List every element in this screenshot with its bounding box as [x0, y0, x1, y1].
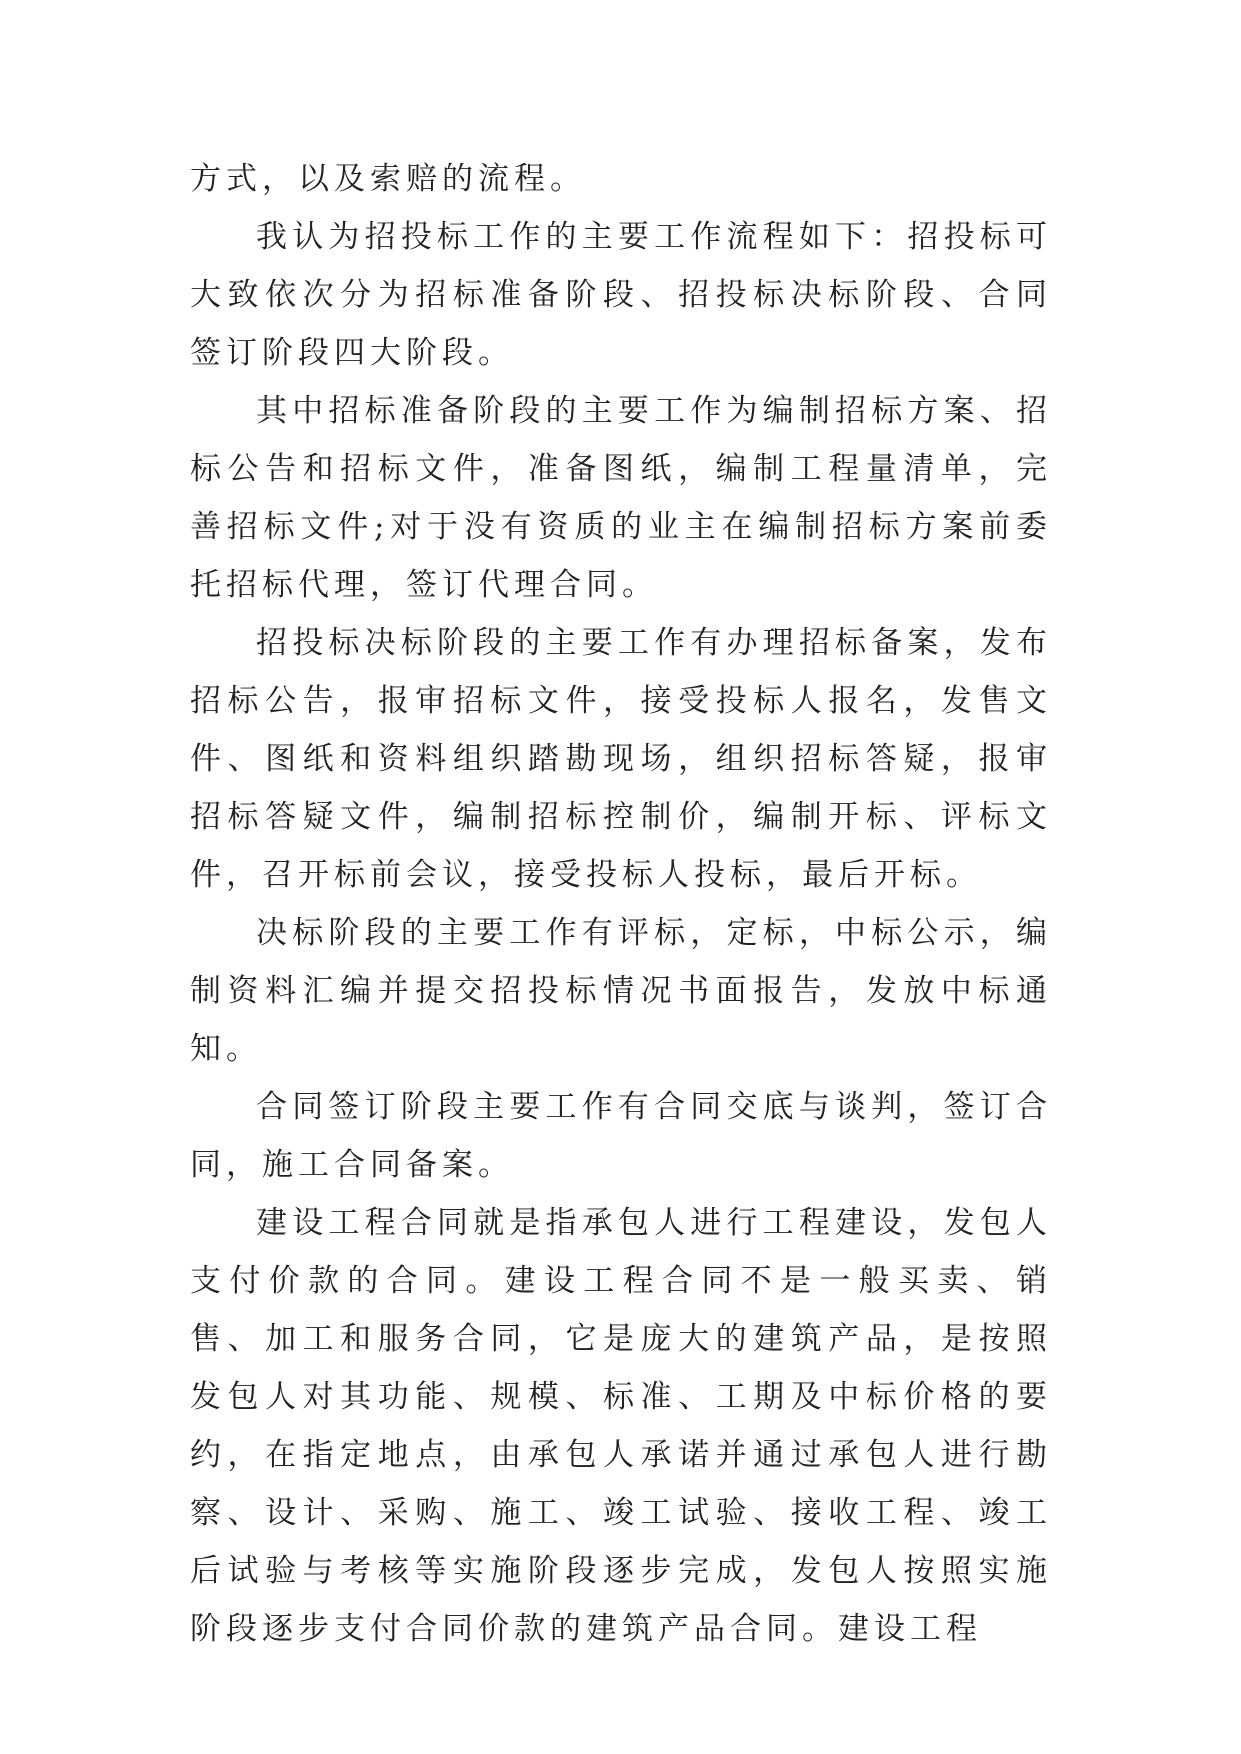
paragraph-contract-stage: 合同签订阶段主要工作有合同交底与谈判，签订合同，施工合同备案。: [190, 1089, 1052, 1183]
paragraph-bidding-stage: 招投标决标阶段的主要工作有办理招标备案，发布招标公告，报审招标文件，接受投标人报名，发售文件、图纸和资料组织踏勘现场，组织招标答疑，报审招标答疑文件，编制招标控制价，编制开标、评标文件，召开标前会议，接受投标人投标，最后开标。: [190, 625, 1052, 893]
paragraph-preparation-stage: 其中招标准备阶段的主要工作为编制招标方案、招标公告和招标文件，准备图纸，编制工程量清单，完善招标文件;对于没有资质的业主在编制招标方案前委托招标代理，签订代理合同。: [190, 393, 1052, 603]
paragraph-award-stage: 决标阶段的主要工作有评标，定标，中标公示，编制资料汇编并提交招投标情况书面报告，发放中标通知。: [190, 915, 1052, 1067]
document-body: [190, 150, 1052, 1658]
paragraph-workflow-overview: 我认为招投标工作的主要工作流程如下：招投标可大致依次分为招标准备阶段、招投标决标阶段、合同签订阶段四大阶段。: [190, 219, 1052, 371]
paragraph-construction-contract: 建设工程合同就是指承包人进行工程建设，发包人支付价款的合同。建设工程合同不是一般买卖、销售、加工和服务合同，它是庞大的建筑产品，是按照发包人对其功能、规模、标准、工期及中标价格的要约，在指定地点，由承包人承诺并通过承包人进行勘察、设计、采购、施工、竣工试验、接收工程、竣工后试验与考核等实施阶段逐步完成，发包人按照实施阶段逐步支付合同价款的建筑产品合同。建设工程: [190, 1205, 1052, 1647]
paragraph-continuation: 方式，以及索赔的流程。: [190, 161, 586, 197]
